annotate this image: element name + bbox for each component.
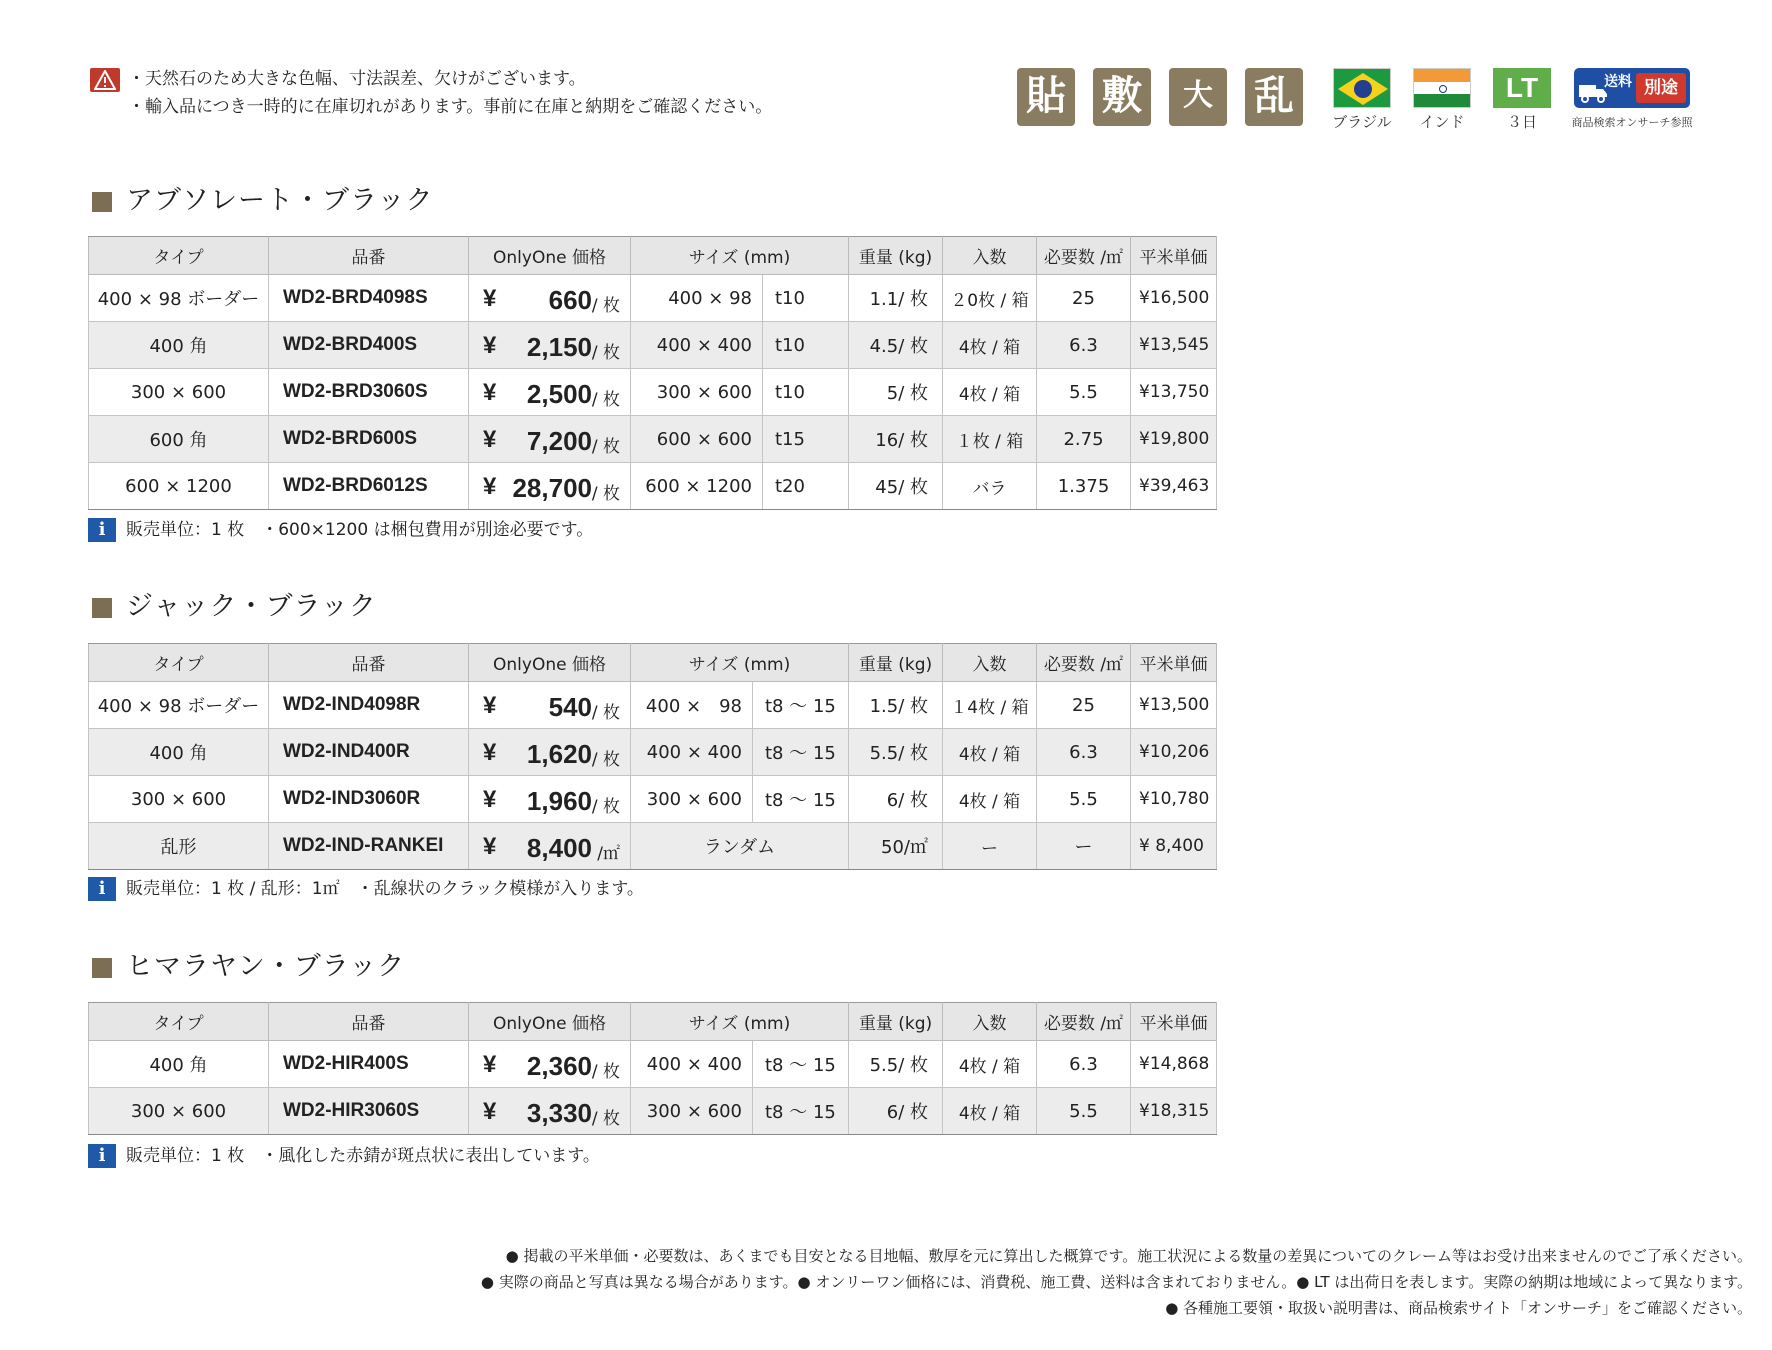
cell-code: WD2-BRD4098S	[269, 275, 469, 322]
cell-sqm-price: ¥13,545	[1131, 322, 1217, 369]
cell-weight: 5.5/ 枚	[849, 1041, 943, 1088]
cell-type: 300 × 600	[89, 1088, 269, 1135]
header-size: サイズ (mm)	[631, 237, 849, 275]
footer-note-2: ● 実際の商品と写真は異なる場合があります。● オンリーワン価格には、消費税、施工費、送料は含まれておりません。● LT は出荷日を表します。実際の納期は地域によって異なります。	[480, 1273, 1752, 1291]
cell-type: 400 角	[89, 729, 269, 776]
cell-weight: 5/ 枚	[849, 369, 943, 416]
cell-price: ¥ 3,330 / 枚	[469, 1088, 631, 1135]
cell-pack: 4枚 / 箱	[943, 322, 1037, 369]
header-weight: 重量 (kg)	[849, 237, 943, 275]
cell-thickness: t20	[763, 463, 849, 510]
header-price: OnlyOne 価格	[469, 237, 631, 275]
cell-type: 300 × 600	[89, 369, 269, 416]
cell-weight: 6/ 枚	[849, 776, 943, 823]
table-row	[89, 776, 1217, 823]
spec-table-himalayan-black	[88, 1002, 1217, 1135]
cell-thickness: t8 〜 15	[753, 682, 849, 729]
warning-line-2: ・輸入品につき一時的に在庫切れがあります。事前に在庫と納期をご確認ください。	[128, 97, 773, 117]
cell-sqm-price: ¥19,800	[1131, 416, 1217, 463]
table-row	[89, 416, 1217, 463]
cell-type: 400 角	[89, 322, 269, 369]
cell-pack: １4枚 / 箱	[943, 682, 1037, 729]
cell-size: 300 × 600	[631, 776, 753, 823]
cell-type: 600 × 1200	[89, 463, 269, 510]
cell-sqm-price: ¥10,206	[1131, 729, 1217, 776]
lay-icon: 敷	[1093, 68, 1151, 126]
cell-code: WD2-IND4098R	[269, 682, 469, 729]
cell-price: ¥ 7,200 / 枚	[469, 416, 631, 463]
cell-pack: １枚 / 箱	[943, 416, 1037, 463]
cell-sqm-price: ¥18,315	[1131, 1088, 1217, 1135]
india-label: インド	[1419, 113, 1465, 131]
cell-pack: 4枚 / 箱	[943, 776, 1037, 823]
cell-size: 600 × 1200	[631, 463, 763, 510]
cell-size: 400 × 400	[631, 1041, 753, 1088]
cell-weight: 1.5/ 枚	[849, 682, 943, 729]
table-row	[89, 275, 1217, 322]
cell-code: WD2-BRD3060S	[269, 369, 469, 416]
cell-pack: 4枚 / 箱	[943, 1088, 1037, 1135]
shipping-note: 商品検索オンサーチ参照	[1571, 116, 1693, 129]
cell-price: ¥ 2,360 / 枚	[469, 1041, 631, 1088]
cell-required: 6.3	[1037, 322, 1131, 369]
cell-size: ランダム	[631, 823, 849, 870]
table-header-row	[89, 237, 1217, 275]
cell-size: 400 × 98	[631, 682, 753, 729]
cell-size: 400 × 98	[631, 275, 763, 322]
cell-code: WD2-IND400R	[269, 729, 469, 776]
brazil-label: ブラジル	[1332, 113, 1392, 131]
cell-type: 400 角	[89, 1041, 269, 1088]
cell-required: 25	[1037, 682, 1131, 729]
table-row	[89, 463, 1217, 510]
cell-weight: 5.5/ 枚	[849, 729, 943, 776]
table-row	[89, 682, 1217, 729]
section-marker-icon	[92, 598, 112, 618]
header-type: タイプ	[89, 237, 269, 275]
header-code: 品番	[269, 644, 469, 682]
warning-line-1: ・天然石のため大きな色幅、寸法誤差、欠けがございます。	[128, 69, 586, 89]
cell-price: ¥ 540 / 枚	[469, 682, 631, 729]
header-required: 必要数 /㎡	[1037, 1003, 1131, 1041]
header-sqm-price: 平米単価	[1131, 644, 1217, 682]
cell-sqm-price: ¥10,780	[1131, 776, 1217, 823]
info-icon: i	[88, 1144, 116, 1168]
cell-pack: 4枚 / 箱	[943, 1041, 1037, 1088]
table-header-row	[89, 1003, 1217, 1041]
cell-type: 400 × 98 ボーダー	[89, 275, 269, 322]
footer-note-3: ● 各種施工要領・取扱い説明書は、商品検索サイト「オンサーチ」をご確認ください。	[1165, 1299, 1752, 1317]
cell-weight: 6/ 枚	[849, 1088, 943, 1135]
cell-code: WD2-IND-RANKEI	[269, 823, 469, 870]
cell-weight: 1.1/ 枚	[849, 275, 943, 322]
cell-price: ¥ 8,400 /㎡	[469, 823, 631, 870]
cell-pack: ２0枚 / 箱	[943, 275, 1037, 322]
cell-pack: 4枚 / 箱	[943, 729, 1037, 776]
lead-time-days: ３日	[1506, 113, 1537, 131]
large-format-icon: 大判	[1169, 68, 1227, 126]
info-icon: i	[88, 877, 116, 901]
cell-weight: 4.5/ 枚	[849, 322, 943, 369]
table-row	[89, 823, 1217, 870]
header-sqm-price: 平米単価	[1131, 237, 1217, 275]
cell-thickness: t8 〜 15	[753, 729, 849, 776]
cell-size: 400 × 400	[631, 729, 753, 776]
shipping-extra-tag: 別途	[1636, 73, 1686, 103]
cell-required: ー	[1037, 823, 1131, 870]
header-weight: 重量 (kg)	[849, 1003, 943, 1041]
spec-table-jack-black	[88, 643, 1217, 870]
cell-sqm-price: ¥14,868	[1131, 1041, 1217, 1088]
cell-sqm-price: ¥ 8,400	[1131, 823, 1217, 870]
cell-sqm-price: ¥39,463	[1131, 463, 1217, 510]
header-pack: 入数	[943, 237, 1037, 275]
cell-required: 5.5	[1037, 1088, 1131, 1135]
section-marker-icon	[92, 192, 112, 212]
table-row	[89, 729, 1217, 776]
cell-required: 5.5	[1037, 369, 1131, 416]
warning-icon	[90, 68, 120, 92]
header-code: 品番	[269, 237, 469, 275]
cell-pack: バラ	[943, 463, 1037, 510]
brazil-flag-icon	[1333, 68, 1391, 108]
cell-sqm-price: ¥13,750	[1131, 369, 1217, 416]
cell-pack: ー	[943, 823, 1037, 870]
cell-sqm-price: ¥13,500	[1131, 682, 1217, 729]
cell-weight: 16/ 枚	[849, 416, 943, 463]
header-pack: 入数	[943, 1003, 1037, 1041]
lead-time-icon: LT	[1493, 68, 1551, 108]
cell-thickness: t10	[763, 275, 849, 322]
cell-size: 600 × 600	[631, 416, 763, 463]
cell-code: WD2-IND3060R	[269, 776, 469, 823]
cell-size: 300 × 600	[631, 369, 763, 416]
header-required: 必要数 /㎡	[1037, 237, 1131, 275]
cell-type: 400 × 98 ボーダー	[89, 682, 269, 729]
cell-type: 600 角	[89, 416, 269, 463]
header-weight: 重量 (kg)	[849, 644, 943, 682]
spec-table-absolute-black	[88, 236, 1217, 510]
cell-size: 400 × 400	[631, 322, 763, 369]
cell-required: 6.3	[1037, 1041, 1131, 1088]
cell-type: 乱形	[89, 823, 269, 870]
cell-size: 300 × 600	[631, 1088, 753, 1135]
cell-price: ¥ 2,500 / 枚	[469, 369, 631, 416]
header-type: タイプ	[89, 1003, 269, 1041]
shipping-tag: 送料	[1604, 74, 1632, 90]
cell-price: ¥ 2,150 / 枚	[469, 322, 631, 369]
cell-code: WD2-BRD600S	[269, 416, 469, 463]
header-size: サイズ (mm)	[631, 644, 849, 682]
table-row	[89, 369, 1217, 416]
cell-required: 6.3	[1037, 729, 1131, 776]
cell-code: WD2-BRD400S	[269, 322, 469, 369]
header-required: 必要数 /㎡	[1037, 644, 1131, 682]
cell-required: 2.75	[1037, 416, 1131, 463]
india-flag-icon	[1413, 68, 1471, 108]
cell-code: WD2-BRD6012S	[269, 463, 469, 510]
table-row	[89, 322, 1217, 369]
shipping-separate-icon	[1574, 68, 1690, 108]
table-row	[89, 1088, 1217, 1135]
cell-weight: 50/㎡	[849, 823, 943, 870]
info-icon: i	[88, 518, 116, 542]
cell-weight: 45/ 枚	[849, 463, 943, 510]
footer-note-1: ● 掲載の平米単価・必要数は、あくまでも目安となる目地幅、敷厚を元に算出した概算です。施工状況による数量の差異についてのクレーム等はお受け出来ませんのでご了承ください。	[505, 1247, 1752, 1265]
header-sqm-price: 平米単価	[1131, 1003, 1217, 1041]
cell-thickness: t10	[763, 322, 849, 369]
cell-price: ¥ 1,620 / 枚	[469, 729, 631, 776]
header-type: タイプ	[89, 644, 269, 682]
header-price: OnlyOne 価格	[469, 644, 631, 682]
cell-price: ¥ 28,700 / 枚	[469, 463, 631, 510]
header-size: サイズ (mm)	[631, 1003, 849, 1041]
cell-required: 5.5	[1037, 776, 1131, 823]
random-shape-icon: 乱	[1245, 68, 1303, 126]
cell-required: 1.375	[1037, 463, 1131, 510]
section-marker-icon	[92, 958, 112, 978]
cell-thickness: t8 〜 15	[753, 1088, 849, 1135]
header-price: OnlyOne 価格	[469, 1003, 631, 1041]
table-header-row	[89, 644, 1217, 682]
cell-code: WD2-HIR3060S	[269, 1088, 469, 1135]
cell-pack: 4枚 / 箱	[943, 369, 1037, 416]
cell-type: 300 × 600	[89, 776, 269, 823]
paste-icon: 貼	[1017, 68, 1075, 126]
header-pack: 入数	[943, 644, 1037, 682]
table-row	[89, 1041, 1217, 1088]
cell-sqm-price: ¥16,500	[1131, 275, 1217, 322]
cell-thickness: t15	[763, 416, 849, 463]
cell-thickness: t8 〜 15	[753, 1041, 849, 1088]
cell-required: 25	[1037, 275, 1131, 322]
cell-price: ¥ 1,960 / 枚	[469, 776, 631, 823]
cell-price: ¥ 660 / 枚	[469, 275, 631, 322]
cell-code: WD2-HIR400S	[269, 1041, 469, 1088]
cell-thickness: t10	[763, 369, 849, 416]
header-code: 品番	[269, 1003, 469, 1041]
cell-thickness: t8 〜 15	[753, 776, 849, 823]
